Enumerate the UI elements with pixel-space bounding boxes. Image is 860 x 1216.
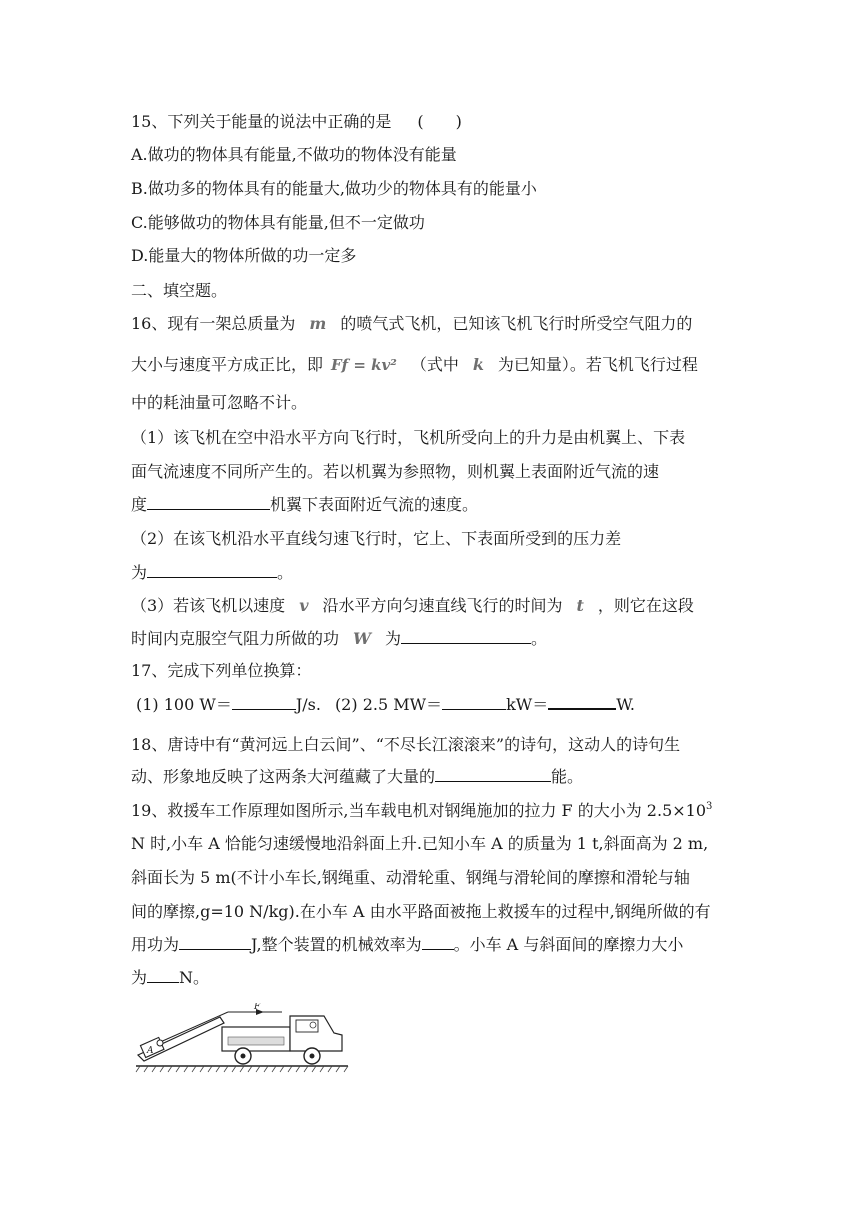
q16-part3-line2 [131,629,547,649]
q16-part2-line2-b: 。 [277,563,294,582]
q16-part3-line1 [131,596,694,616]
q19-line5-b: J,整个装置的机械效率为 [251,935,422,954]
driver-icon [310,1022,316,1028]
q16-part2-line2 [131,563,293,583]
symbol-W: W [353,629,371,648]
q19-line6-b: N。 [179,968,210,987]
q15-option-c: C.能够做功的物体具有能量,但不一定做功 [131,213,425,232]
q16-part2-line1: （2）在该飞机沿水平直线匀速飞行时，它上、下表面所受到的压力差 [131,529,622,548]
q17-part2-a: (2) 2.5 MW＝ [334,695,443,714]
q19-line6 [131,968,209,988]
ground-hatching [136,1066,348,1072]
q16-part3-line2-c: 。 [531,629,548,648]
q15-option-a: A.做功的物体具有能量,不做功的物体没有能量 [131,145,457,164]
section-title: 二、填空题。 [131,281,228,300]
symbol-m: m [309,314,327,333]
q16-part3-line1-b: 沿水平方向匀速直线飞行的时间为 [322,596,563,615]
cart-a-label: A [147,1046,154,1056]
q15-stem [131,112,462,132]
answer-blank[interactable] [548,694,616,710]
q16-line1-b: 的喷气式飞机，已知该飞机飞行时所受空气阻力的 [340,314,693,333]
answer-blank[interactable] [442,695,506,710]
q15-answer-paren: ( ) [417,112,462,131]
q16-part3-line2-b: 为 [384,629,401,648]
q19-exponent: 3 [706,801,713,812]
q17-part2-b: kW＝ [506,695,549,714]
q16-part1-line2: 面气流速度不同所产生的。若以机翼为参照物，则机翼上表面附近气流的速 [131,462,660,481]
q17-part2-c: W. [616,695,635,714]
q19-line3: 斜面长为 5 m(不计小车长,钢绳重、动滑轮重、钢绳与滑轮间的摩擦和滑轮与轴 [131,868,690,887]
q18-line1: 18、唐诗中有“黄河远上白云间”、“不尽长江滚滚来”的诗句，这动人的诗句生 [131,735,681,754]
q16-line3: 中的耗油量可忽略不计。 [131,393,308,412]
q16-line2-c: 为已知量）。若飞机飞行过程 [497,355,698,374]
q15-option-d: D.能量大的物体所做的功一定多 [131,246,357,265]
answer-blank[interactable] [435,767,551,782]
q16-part3-line1-a: （3）若该飞机以速度 [131,596,286,615]
answer-blank[interactable] [232,695,296,710]
symbol-k: k [472,355,484,374]
answer-blank[interactable] [422,935,454,950]
q16-line2-a: 大小与速度平方成正比，即 [131,355,324,374]
q16-part1-line1: （1）该飞机在空中沿水平方向飞行时，飞机所受向上的升力是由机翼上、下表 [131,428,686,447]
q16-line2-b: （式中 [410,355,459,374]
q18-line2 [131,767,583,787]
q15-option-b: B.做功多的物体具有的能量大,做功少的物体具有的能量小 [131,179,537,198]
q18-line2-b: 能。 [551,767,584,786]
q19-line5 [131,935,683,955]
rear-wheel-hub [241,1054,246,1059]
q16-line1-a: 16、现有一架总质量为 [131,314,296,333]
q16-part1-line3 [131,495,478,515]
q17-part1-b: J/s. [295,695,321,714]
pulley-icon [157,1040,163,1046]
q16-part3-line1-c: ，则它在这段 [597,596,694,615]
q19-line4: 间的摩擦,g=10 N/kg).在小车 A 由水平路面被拖上救援车的过程中,钢绳所做的有 [131,902,711,921]
front-wheel-hub [310,1054,315,1059]
q17-line [136,694,635,715]
force-label: F [254,1003,261,1012]
answer-blank[interactable] [179,935,251,950]
q16-part1-line3-b: 机翼下表面附近气流的速度。 [270,495,479,514]
q19-line5-c: 。小车 A 与斜面间的摩擦力大小 [453,935,684,954]
q19-line5-a: 用功为 [131,935,180,954]
answer-blank[interactable] [147,563,277,578]
symbol-v: v [299,596,309,615]
q17-title: 17、完成下列单位换算： [131,661,312,680]
symbol-t: t [576,596,584,615]
q16-part2-line2-a: 为 [131,563,148,582]
q16-line1 [131,314,692,334]
q19-line1 [131,801,712,821]
truck-bed-fill [228,1037,284,1045]
formula-drag: Ff = kv² [331,356,397,374]
q16-part1-line3-a: 度 [131,495,148,514]
q16-part3-line2-a: 时间内克服空气阻力所做的功 [131,629,340,648]
q17-part1-a: (1) 100 W＝ [136,695,232,714]
q18-line2-a: 动、形象地反映了这两条大河蕴藏了大量的 [131,767,436,786]
q19-line2: N 时,小车 A 恰能匀速缓慢地沿斜面上升.已知小车 A 的质量为 1 t,斜面高为 2 m, [131,834,709,853]
answer-blank[interactable] [147,495,270,510]
q19-line1-text: 19、救援车工作原理如图所示,当车载电机对钢绳施加的拉力 F 的大小为 2.5×10 [131,801,707,820]
q15-stem-text: 15、下列关于能量的说法中正确的是 [131,112,392,131]
q16-line2 [131,355,698,375]
answer-blank[interactable] [147,968,179,983]
q19-line6-a: 为 [131,968,148,987]
rescue-truck-diagram [128,1003,353,1078]
answer-blank[interactable] [401,629,531,644]
